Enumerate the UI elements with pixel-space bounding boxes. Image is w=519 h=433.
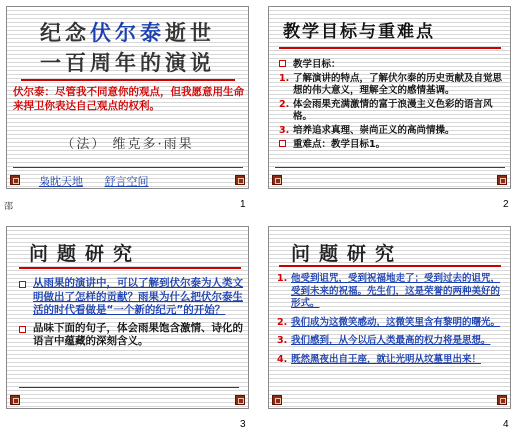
corner-ornament-icon (235, 395, 245, 405)
title-divider (19, 267, 241, 269)
link-site-1[interactable]: 枭眈天地 (39, 175, 83, 188)
corner-ornament-icon (497, 175, 507, 185)
list-item: 重难点：教学目标1。 (279, 139, 505, 151)
corner-ornament-icon (10, 175, 20, 185)
checkbox-bullet-icon (19, 281, 26, 288)
corner-ornament-icon (10, 395, 20, 405)
slide2-title: 教学目标与重难点 (283, 22, 435, 42)
slide-thumbnail-2[interactable] (268, 6, 511, 189)
title-divider (21, 79, 235, 81)
checkbox-bullet-icon (279, 140, 286, 147)
slide-number-2: 2 (503, 199, 509, 210)
slide-number-3: 3 (240, 419, 246, 430)
author-line: （法） 维克多·雨果 (61, 137, 194, 152)
footer-divider (19, 387, 239, 388)
slide-thumbnail-3[interactable] (6, 226, 249, 409)
corner-ornament-icon (235, 175, 245, 185)
title-divider (279, 265, 501, 267)
list-item: 2. 我们成为这微笑感动，这微笑里含有黎明的曙光。 (277, 316, 501, 328)
checkbox-bullet-icon (19, 326, 26, 333)
slide-thumbnail-1[interactable] (6, 6, 249, 189)
list-item: 1. 了解演讲的特点，了解伏尔泰的历史贡献及自觉思想的伟大意义，理解全文的感情基调。 (279, 73, 503, 96)
slide4-title: 问题研究 (291, 243, 404, 265)
list-item: 品味下面的句子，体会雨果饱含激情、诗化的语言中蕴藏的深刻含义。 (19, 322, 243, 349)
checkbox-bullet-icon (279, 60, 286, 67)
slide-number-4: 4 (503, 419, 509, 430)
slide1-title-line2: 一百周年的演说 (40, 50, 215, 75)
slide3-title: 问题研究 (29, 243, 142, 265)
list-item: 4. 既然黑夜出自王座，就让光明从坟墓里出来！ (277, 353, 482, 365)
corner-ornament-icon (497, 395, 507, 405)
slide-number-1: 1 (240, 199, 246, 210)
list-item: 1. 他受到诅咒，受到祝福地走了；受到过去的诅咒，受到未来的祝福。先生们，这是荣誉的两种美好的形式。 (277, 273, 501, 309)
list-item: 3. 培养追求真理、崇尚正义的高尚情操。 (279, 125, 455, 136)
list-item: 2. 体会雨果充满激情的富于浪漫主义色彩的语言风格。 (279, 99, 493, 122)
list-item: 3. 我们感到，从今以后人类最高的权力将是思想。 (277, 335, 491, 346)
slide1-title-line1: 纪念伏尔泰逝世 (40, 20, 215, 45)
voltaire-quote: 伏尔泰：尽管我不同意你的观点，但我愿意用生命来捍卫你表达自己观点的权利。 (13, 86, 244, 112)
corner-ornament-icon (272, 395, 282, 405)
slide-thumbnail-4[interactable] (268, 226, 511, 409)
questions-list (19, 277, 243, 353)
objectives-list (279, 59, 505, 153)
title-divider (279, 47, 501, 49)
page-corner-glyph: 邵 (4, 202, 14, 212)
list-item: 教学目标： (279, 59, 505, 71)
footer-divider (275, 167, 505, 168)
list-item: 从雨果的演讲中，可以了解到伏尔泰为人类文明做出了怎样的贡献？雨果为什么把伏尔泰生活的时代看做是“一个新的纪元”的开始？ (19, 277, 243, 318)
link-site-2[interactable]: 舒言空间 (104, 175, 149, 188)
corner-ornament-icon (272, 175, 282, 185)
footer-divider (13, 167, 243, 168)
footer-links (39, 173, 167, 189)
sentences-list (277, 273, 507, 372)
